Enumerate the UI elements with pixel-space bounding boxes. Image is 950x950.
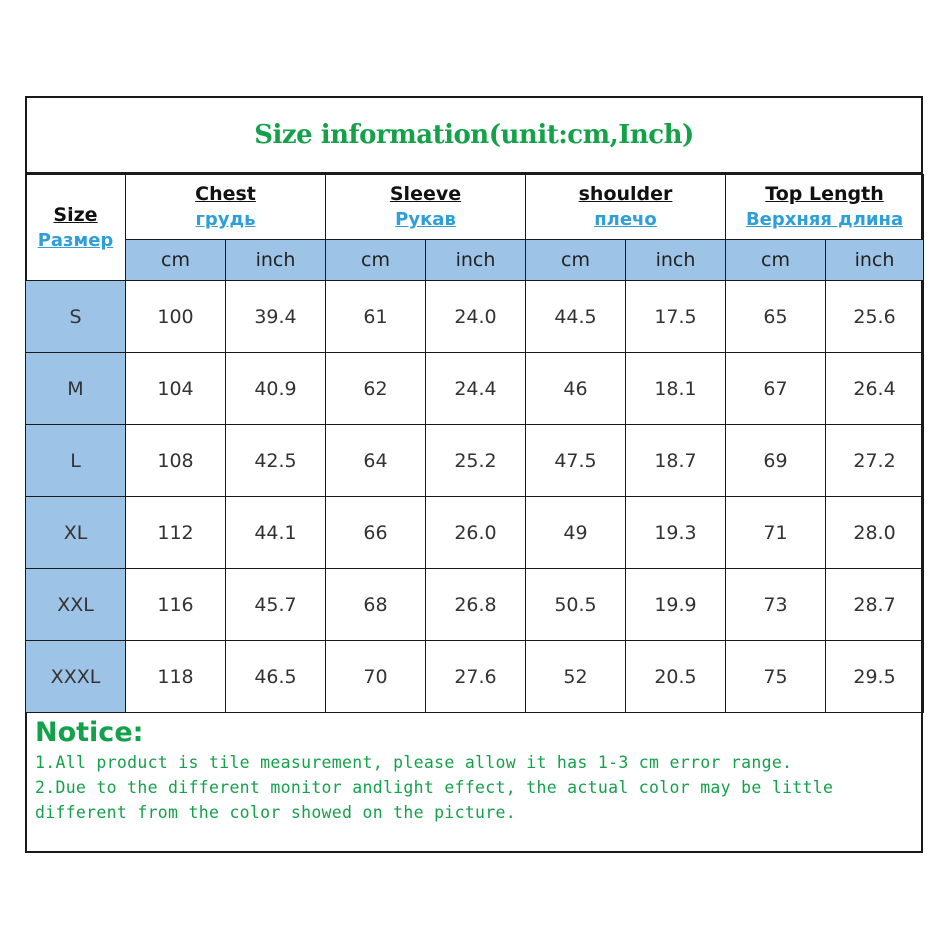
group-label-en: Top Length	[765, 183, 884, 205]
unit-header: cm	[526, 240, 626, 281]
title-row	[27, 98, 921, 174]
group-label-en: Chest	[195, 183, 256, 205]
table-cell: 27.6	[426, 641, 526, 713]
table-cell: 44.5	[526, 281, 626, 353]
table-cell: 47.5	[526, 425, 626, 497]
size-table	[25, 174, 924, 713]
table-cell: 62	[326, 353, 426, 425]
table-cell: 52	[526, 641, 626, 713]
table-cell: 61	[326, 281, 426, 353]
table-cell: 24.0	[426, 281, 526, 353]
table-row	[26, 425, 924, 497]
table-cell: 70	[326, 641, 426, 713]
notice-line-1: 1.All product is tile measurement, please allow it has 1-3 cm error range.	[35, 753, 793, 772]
table-cell: 27.2	[826, 425, 924, 497]
unit-header: inch	[426, 240, 526, 281]
chest-header	[126, 175, 326, 240]
size-label: M	[26, 353, 126, 425]
group-label-ru: плечо	[594, 209, 657, 230]
table-cell: 18.1	[626, 353, 726, 425]
table-cell: 116	[126, 569, 226, 641]
table-row	[26, 353, 924, 425]
table-cell: 18.7	[626, 425, 726, 497]
size-header-cell	[26, 175, 126, 281]
table-row	[26, 569, 924, 641]
unit-header: inch	[626, 240, 726, 281]
size-label: S	[26, 281, 126, 353]
group-label-en: shoulder	[578, 183, 673, 205]
table-row	[26, 281, 924, 353]
sleeve-header	[326, 175, 526, 240]
size-label: XXL	[26, 569, 126, 641]
table-row	[26, 497, 924, 569]
notice-line-2: 2.Due to the different monitor andlight effect, the actual color may be little different from the color showed on the picture.	[35, 778, 844, 822]
table-cell: 46.5	[226, 641, 326, 713]
table-cell: 42.5	[226, 425, 326, 497]
size-chart	[25, 96, 923, 853]
table-cell: 75	[726, 641, 826, 713]
size-label: L	[26, 425, 126, 497]
notice-title: Notice:	[35, 717, 144, 748]
table-cell: 46	[526, 353, 626, 425]
table-cell: 118	[126, 641, 226, 713]
table-cell: 26.8	[426, 569, 526, 641]
unit-header: cm	[326, 240, 426, 281]
table-cell: 65	[726, 281, 826, 353]
table-cell: 64	[326, 425, 426, 497]
unit-header: inch	[226, 240, 326, 281]
group-label-ru: грудь	[195, 209, 256, 230]
table-cell: 108	[126, 425, 226, 497]
table-cell: 44.1	[226, 497, 326, 569]
table-cell: 40.9	[226, 353, 326, 425]
table-cell: 49	[526, 497, 626, 569]
table-cell: 104	[126, 353, 226, 425]
shoulder-header	[526, 175, 726, 240]
size-label: XXXL	[26, 641, 126, 713]
table-cell: 100	[126, 281, 226, 353]
table-cell: 25.2	[426, 425, 526, 497]
table-cell: 73	[726, 569, 826, 641]
chart-title: Size information(unit:cm,Inch)	[254, 120, 694, 150]
table-cell: 50.5	[526, 569, 626, 641]
table-cell: 67	[726, 353, 826, 425]
unit-header: cm	[126, 240, 226, 281]
table-cell: 24.4	[426, 353, 526, 425]
table-row	[26, 641, 924, 713]
top-length-header	[726, 175, 924, 240]
size-header-ru: Размер	[37, 229, 114, 251]
table-cell: 20.5	[626, 641, 726, 713]
table-cell: 69	[726, 425, 826, 497]
table-cell: 71	[726, 497, 826, 569]
table-cell: 25.6	[826, 281, 924, 353]
table-cell: 26.0	[426, 497, 526, 569]
unit-header-row	[26, 240, 924, 281]
notice-section	[27, 714, 921, 851]
table-cell: 45.7	[226, 569, 326, 641]
table-cell: 28.0	[826, 497, 924, 569]
unit-header: cm	[726, 240, 826, 281]
table-cell: 29.5	[826, 641, 924, 713]
size-header-en: Size	[53, 203, 98, 226]
group-label-ru: Рукав	[395, 209, 456, 230]
unit-header: inch	[826, 240, 924, 281]
group-label-ru: Верхняя длина	[745, 209, 904, 230]
table-cell: 19.9	[626, 569, 726, 641]
table-cell: 68	[326, 569, 426, 641]
table-cell: 17.5	[626, 281, 726, 353]
group-label-en: Sleeve	[389, 183, 462, 205]
table-cell: 26.4	[826, 353, 924, 425]
size-label: XL	[26, 497, 126, 569]
table-cell: 112	[126, 497, 226, 569]
table-cell: 28.7	[826, 569, 924, 641]
table-cell: 66	[326, 497, 426, 569]
table-cell: 39.4	[226, 281, 326, 353]
table-cell: 19.3	[626, 497, 726, 569]
